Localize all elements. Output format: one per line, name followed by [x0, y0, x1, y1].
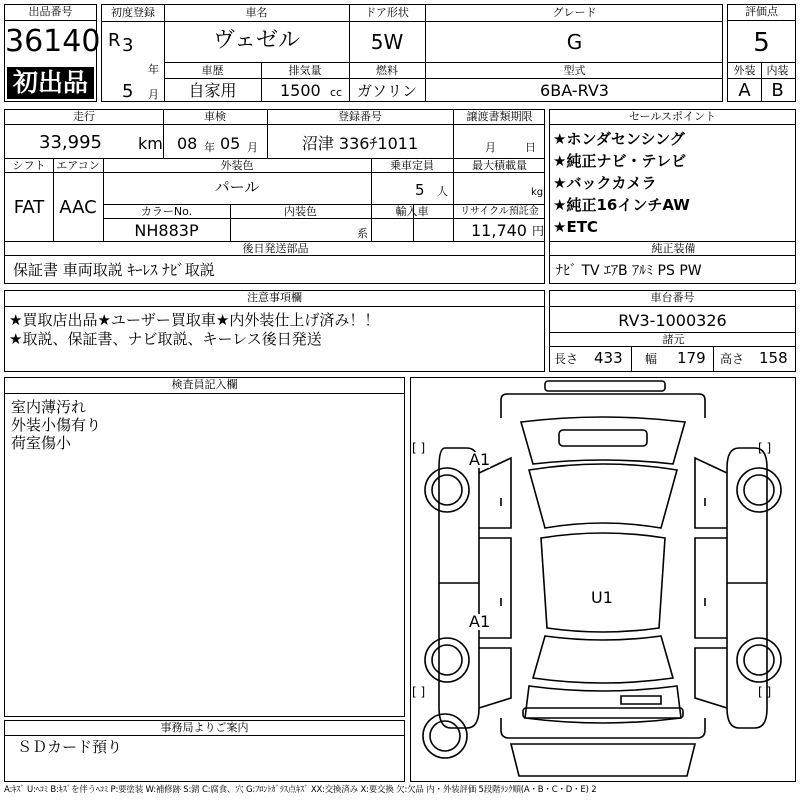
- fuel-label: 燃料: [376, 64, 398, 77]
- inspector-box: [4, 377, 405, 717]
- model-value: 6BA-RV3: [540, 81, 609, 100]
- width-value: 179: [677, 349, 706, 367]
- max-load-unit: kg: [531, 187, 544, 198]
- mileage-label: 走行: [73, 110, 95, 123]
- aircon-label: エアコン: [56, 159, 100, 172]
- shift-label: シフト: [12, 159, 46, 172]
- length-label: 長さ: [554, 352, 579, 366]
- inspection-month-unit: 月: [247, 141, 258, 154]
- inspection-year: 08: [177, 134, 198, 153]
- score-label: 評価点: [728, 5, 795, 21]
- inspector-line: 室内薄汚れ: [11, 398, 87, 416]
- capacity-value: 5: [415, 181, 425, 199]
- door-label: ドア形状: [365, 6, 409, 19]
- history-label: 車歴: [201, 64, 224, 77]
- caution-line: ★買取店出品★ユーザー買取車★内外装仕上げ済み！！: [9, 311, 380, 329]
- damage-mark: A1: [469, 450, 491, 469]
- sales-points-label: セールスポイント: [550, 110, 795, 125]
- displacement-value: 1500: [280, 81, 321, 100]
- transfer-month-unit: 月: [485, 141, 496, 154]
- damage-mark: A1: [469, 612, 491, 631]
- shift-value: FAT: [13, 197, 45, 218]
- registration-value: 沼津 336ﾁ1011: [301, 134, 419, 153]
- sales-point-item: ★バックカメラ: [553, 174, 657, 192]
- capacity-unit: 人: [437, 185, 448, 198]
- first-reg-month: 5: [122, 81, 134, 102]
- inspector-line: 外装小傷有り: [11, 416, 102, 434]
- lot-label: 出品番号: [5, 5, 96, 21]
- diagram-bracket: [ ]: [412, 685, 426, 699]
- diagram-bracket: [ ]: [412, 441, 426, 455]
- score-box: [727, 4, 796, 102]
- model-label: 型式: [563, 64, 586, 77]
- aircon-value: AAC: [59, 197, 97, 218]
- sales-point-item: ★ホンダセンシング: [553, 130, 685, 148]
- interior-color-suffix: 系: [357, 227, 368, 240]
- inspection-label: 車検: [204, 110, 226, 123]
- chassis-label: 車台番号: [550, 291, 795, 307]
- genuine-equipment-label: 純正装備: [651, 242, 696, 255]
- displacement-label: 排気量: [288, 64, 322, 77]
- first-reg-year: 3: [122, 35, 134, 56]
- office-box: [4, 720, 405, 782]
- color-no-label: カラーNo.: [140, 205, 193, 218]
- specs-label: 諸元: [662, 333, 685, 346]
- width-label: 幅: [645, 352, 658, 366]
- sales-point-item: ★ETC: [553, 218, 598, 236]
- grade-label: グレード: [552, 6, 597, 19]
- transfer-day-unit: 日: [525, 141, 536, 154]
- interior-color-label: 内装色: [284, 205, 317, 218]
- caution-line: ★取説、保証書、ナビ取説、キーレス後日発送: [9, 330, 322, 348]
- sales-point-item: ★純正ナビ・テレビ: [553, 152, 687, 170]
- first-listing-badge: 初出品: [7, 67, 94, 99]
- grade-value: G: [566, 30, 583, 54]
- inspection-month: 05: [220, 134, 241, 153]
- caution-label: 注意事項欄: [5, 291, 544, 307]
- recycle-label: リサイクル預託金: [460, 206, 539, 217]
- exterior-color-value: パール: [214, 178, 260, 196]
- history-value: 自家用: [188, 81, 237, 100]
- office-value: ＳＤカード預り: [17, 738, 123, 756]
- import-label: 輸入車: [395, 205, 429, 218]
- sales-point-item: ★純正16インチAW: [553, 196, 690, 214]
- first-reg-month-unit: 月: [148, 88, 159, 101]
- first-reg-era: R: [108, 30, 121, 51]
- chassis-value: RV3-1000326: [618, 311, 727, 330]
- interior-score-value: B: [771, 80, 784, 101]
- damage-diagram-box: [410, 377, 796, 782]
- registration-label: 登録番号: [338, 110, 382, 123]
- interior-score-label: 内装: [766, 64, 789, 77]
- inspector-label: 検査員記入欄: [5, 378, 404, 394]
- later-parts-value: 保証書 車両取説 ｷｰﾚｽ ﾅﾋﾞ取説: [13, 261, 215, 279]
- lot-number: 36140: [5, 24, 101, 59]
- damage-mark: U1: [591, 588, 613, 607]
- max-load-label: 最大積載量: [472, 159, 527, 172]
- transfer-label: 譲渡書類期限: [466, 110, 533, 123]
- car-name-label: 車名: [245, 6, 268, 19]
- displacement-unit: cc: [330, 86, 343, 99]
- genuine-equipment-value: ﾅﾋﾞ TV ｴｱB ｱﾙﾐ PS PW: [556, 263, 702, 279]
- lot-box: [4, 4, 101, 102]
- chassis-box: [549, 290, 796, 372]
- sales-points-box: [549, 109, 796, 284]
- office-label: 事務局よりご案内: [5, 721, 404, 736]
- height-label: 高さ: [720, 352, 745, 366]
- exterior-score-label: 外装: [733, 64, 756, 77]
- mileage-unit: km: [138, 134, 163, 153]
- exterior-score-value: A: [738, 80, 751, 101]
- inspector-line: 荷室傷小: [11, 434, 72, 452]
- recycle-value: 11,740: [471, 221, 527, 240]
- capacity-label: 乗車定員: [390, 159, 434, 172]
- exterior-color-label: 外装色: [220, 159, 254, 172]
- height-value: 158: [759, 349, 788, 367]
- inspection-year-unit: 年: [204, 141, 215, 154]
- mileage-value: 33,995: [39, 132, 102, 153]
- vehicle-info-box: [101, 4, 723, 102]
- legend: A:ｷｽﾞ U:ﾍｺﾐ B:ｷｽﾞを伴うﾍｺﾐ P:要塗装 W:補修跡 S:錆 C:腐食、穴 G:ﾌﾛﾝﾄｶﾞﾗｽ点ｷｽﾞ XX:交換済み X:要交換 欠:欠品 内・外装評価 5段階ﾗﾝｸ順(A・B・C・D・E) 2: [4, 785, 597, 795]
- color-no-value: NH883P: [134, 221, 199, 240]
- door-value: 5W: [370, 30, 404, 54]
- car-diagram: [411, 378, 795, 781]
- details-box: [4, 109, 545, 284]
- recycle-unit: 円: [532, 224, 545, 238]
- length-value: 433: [594, 349, 623, 367]
- fuel-value: ガソリン: [356, 82, 417, 100]
- first-reg-label: 初度登録: [111, 6, 155, 19]
- diagram-bracket: [ ]: [758, 685, 772, 699]
- diagram-bracket: [ ]: [758, 441, 772, 455]
- car-name-value: ヴェゼル: [212, 28, 301, 53]
- caution-box: [4, 290, 545, 372]
- later-parts-label: 後日発送部品: [242, 242, 309, 255]
- first-reg-year-unit: 年: [148, 63, 159, 76]
- score-value: 5: [753, 28, 770, 58]
